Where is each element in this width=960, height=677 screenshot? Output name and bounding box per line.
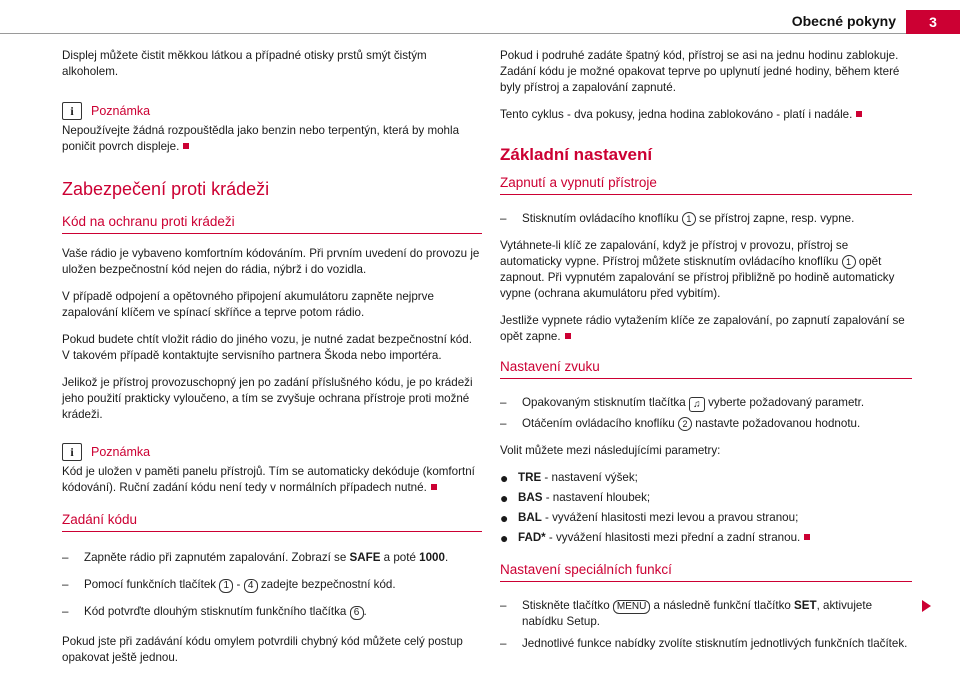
dash-marker: –	[62, 578, 69, 591]
list-item-text	[518, 490, 650, 506]
list-item	[500, 490, 912, 506]
note-text-content: Kód je uložen v paměti panelu přístrojů. Tím se automaticky dekóduje (komfortní kódování). Ruční zadání kódu není tedy v normálních případech nutné.	[62, 465, 475, 494]
control-knob-1: 1	[682, 212, 696, 226]
note-block	[62, 102, 482, 155]
list-item	[500, 510, 912, 526]
list-item	[500, 598, 912, 630]
note-header	[62, 102, 482, 120]
note-text	[62, 464, 482, 496]
continue-arrow-icon	[922, 600, 931, 612]
section-title-basic-settings: Základní nastavení	[500, 145, 653, 164]
end-of-section-icon	[565, 333, 571, 339]
dash-marker: –	[500, 212, 507, 225]
subsection-title-onoff: Zapnutí a vypnutí přístroje	[500, 175, 912, 195]
list-item-text	[84, 550, 448, 566]
header-rule	[0, 33, 906, 34]
dash-marker: –	[62, 605, 69, 618]
paragraph: Vaše rádio je vybaveno komfortním kódováním. Při prvním uvedení do provozu je uložen bezpečnostní kód nejen do rádia, nýbrž i do vozidla.	[62, 247, 480, 276]
end-of-section-icon	[856, 111, 862, 117]
dash-marker: –	[500, 599, 507, 612]
display-text-code: 1000	[419, 551, 445, 564]
list-item	[500, 395, 912, 412]
function-key-4: 4	[244, 579, 258, 593]
intro-paragraph: Displej můžete čistit měkkou látkou a případné otisky prstů smýt čistým alkoholem.	[62, 49, 427, 78]
control-knob-2: 2	[678, 417, 692, 431]
text: Tento cyklus - dva pokusy, jedna hodina zablokováno - platí i nadále.	[500, 108, 853, 121]
text: , aktivujete nabídku Setup.	[522, 599, 873, 628]
bullet-marker: ●	[500, 470, 509, 486]
list-item-text	[84, 577, 396, 593]
subsection-title-code-entry: Zadání kódu	[62, 512, 482, 532]
param-key: BAL	[518, 511, 542, 524]
text: Pomocí funkčních tlačítek	[84, 578, 220, 591]
text: Zapněte rádio při zapnutém zapalování. Zobrazí se	[84, 551, 350, 564]
info-icon: i	[62, 102, 82, 120]
function-key-6: 6	[350, 606, 364, 620]
left-column	[62, 48, 482, 677]
text: Stisknutím ovládacího knoflíku	[522, 212, 682, 225]
note-title: Poznámka	[91, 445, 151, 459]
section-title-theft: Zabezpečení proti krádeži	[62, 179, 270, 199]
control-knob-1: 1	[842, 255, 856, 269]
param-desc: - vyvážení hlasitosti mezi levou a pravou stranou;	[541, 511, 799, 524]
page-number: 3	[906, 10, 960, 34]
paragraph: Volit můžete mezi následujícími parametry:	[500, 444, 721, 457]
text: Otáčením ovládacího knoflíku	[522, 417, 678, 430]
text: se přístroj zapne, resp. vypne.	[695, 212, 855, 225]
right-column	[500, 48, 912, 663]
info-icon: i	[62, 443, 82, 461]
list-item	[500, 211, 912, 227]
subsection-title-code: Kód na ochranu proti krádeži	[62, 214, 482, 234]
paragraph: Pokud budete chtít vložit rádio do jiného vozu, je nutné zadat bezpečnostní kód. V takovém případě kontaktujte servisního partnera Škoda nebo importéra.	[62, 333, 472, 362]
list-item	[62, 577, 482, 593]
paragraph: Pokud i podruhé zadáte špatný kód, přístroj se asi na jednu hodinu zablokuje. Zadání kódu je možné opakovat teprve po uplynutí jedné hodiny, během které byly přístroj a zapalování zapnuté.	[500, 49, 900, 94]
bullet-marker: ●	[500, 510, 509, 526]
text: -	[233, 578, 244, 591]
list-item-text: Jednotlivé funkce nabídky zvolíte stisknutím jednotlivých funkčních tlačítek.	[522, 637, 908, 650]
note-header	[62, 443, 482, 461]
list-item	[500, 530, 912, 546]
param-desc: - vyvážení hlasitosti mezi přední a zadní stranou.	[545, 531, 801, 544]
bullet-marker: ●	[500, 490, 509, 506]
note-text	[62, 123, 482, 155]
subsection-title-special: Nastavení speciálních funkcí	[500, 562, 912, 582]
note-block	[62, 443, 482, 496]
list-item-text	[522, 416, 860, 432]
paragraph: Pokud jste při zadávání kódu omylem potvrdili chybný kód můžete celý postup opakovat ještě jednou.	[62, 635, 463, 664]
text: Jestliže vypnete rádio vytažením klíče ze zapalování, po zapnutí zapalování se opět zapne.	[500, 314, 905, 343]
text: a poté	[380, 551, 420, 564]
text: Opakovaným stisknutím tlačítka	[522, 396, 689, 409]
text: .	[363, 605, 367, 618]
list-item	[500, 416, 912, 432]
header-title: Obecné pokyny	[791, 13, 896, 29]
paragraph	[500, 238, 912, 302]
note-text-content: Nepoužívejte žádná rozpouštědla jako benzin nebo terpentýn, která by mohla poničit povrch displeje.	[62, 124, 460, 153]
list-item	[500, 636, 912, 652]
dash-marker: –	[500, 637, 507, 650]
text: opět zapnout. Při vypnutém zapalování se přístroj přibližně po hodině automaticky vypne (ochrana akumulátoru před vybitím).	[500, 255, 895, 300]
text: Vytáhnete-li klíč ze zapalování, když je přístroj v provozu, přístroj se automaticky vypne. Přístroj můžete stisknutím ovládacího knoflíku	[500, 239, 849, 268]
text: zadejte bezpečnostní kód.	[257, 578, 396, 591]
param-key: FAD*	[518, 531, 546, 544]
list-item-text	[522, 598, 912, 630]
paragraph: V případě odpojení a opětovného připojení akumulátoru zapněte nejprve zapalování klíčem ve spínací skříňce a teprve potom rádio.	[62, 290, 434, 319]
text: Kód potvrďte dlouhým stisknutím funkčního tlačítka	[84, 605, 350, 618]
end-of-section-icon	[431, 484, 437, 490]
param-key: BAS	[518, 491, 543, 504]
end-of-section-icon	[804, 534, 810, 540]
function-key-1: 1	[219, 579, 233, 593]
end-of-section-icon	[183, 143, 189, 149]
list-item	[62, 550, 482, 566]
param-key: TRE	[518, 471, 542, 484]
text: a následně funkční tlačítko	[650, 599, 795, 612]
list-item-text	[522, 395, 864, 412]
note-title: Poznámka	[91, 104, 151, 118]
display-text-safe: SAFE	[349, 551, 381, 564]
text: vyberte požadovaný parametr.	[704, 396, 865, 409]
param-desc: - nastavení hloubek;	[542, 491, 651, 504]
list-item-text	[522, 211, 854, 227]
dash-marker: –	[62, 551, 69, 564]
param-desc: - nastavení výšek;	[541, 471, 638, 484]
dash-marker: –	[500, 417, 507, 430]
subsection-title-sound: Nastavení zvuku	[500, 359, 912, 379]
text: nastavte požadovanou hodnotu.	[691, 417, 861, 430]
paragraph	[500, 313, 912, 345]
text: .	[444, 551, 449, 564]
list-item-text	[518, 470, 638, 486]
paragraph: Jelikož je přístroj provozuschopný jen po zadání příslušného kódu, je po krádeži jeho použití prakticky vyloučeno, a tím se zvyšuje ochrana přístroje proti možné krádeži.	[62, 376, 473, 421]
display-text-set: SET	[794, 599, 817, 612]
list-item	[500, 470, 912, 486]
music-note-icon: ♫	[689, 397, 705, 412]
paragraph	[500, 107, 912, 123]
menu-key: MENU	[613, 600, 650, 614]
text: Stiskněte tlačítko	[522, 599, 613, 612]
list-item-text	[518, 530, 810, 546]
dash-marker: –	[500, 396, 507, 409]
list-item-text	[518, 510, 798, 526]
bullet-marker: ●	[500, 530, 509, 546]
